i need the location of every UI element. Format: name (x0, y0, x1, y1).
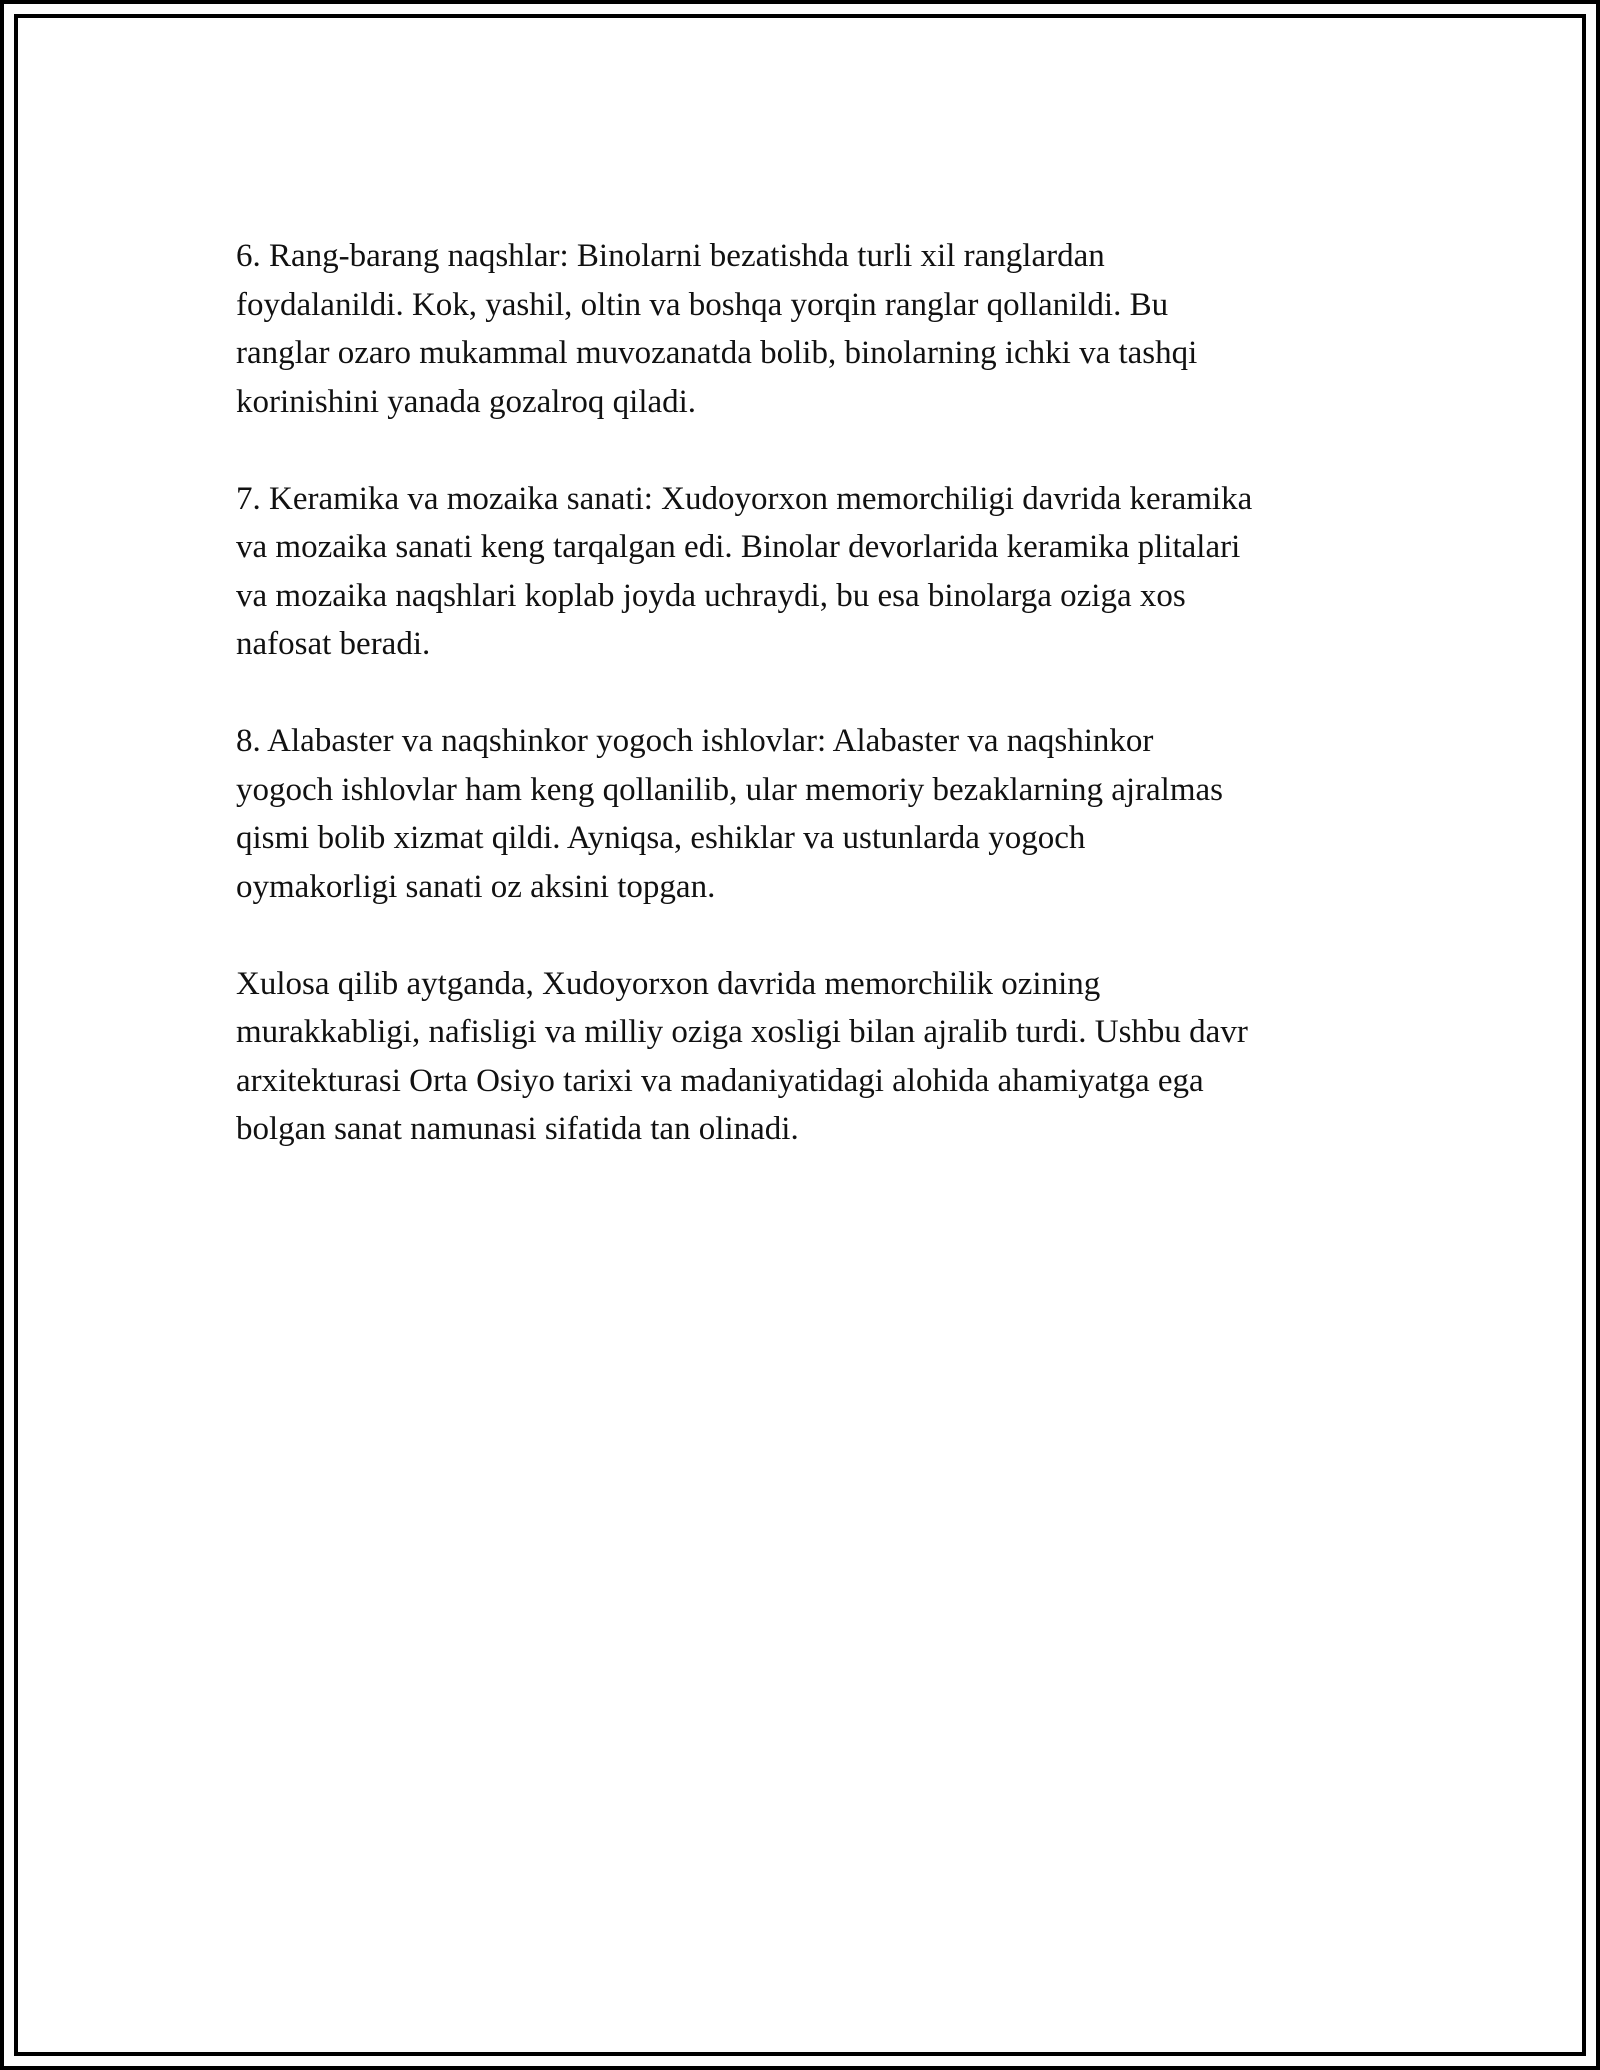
text-line: bolgan sanat namunasi sifatida tan olinadi. (236, 1111, 799, 1147)
text-line: foydalanildi. Kok, yashil, oltin va boshqa yorqin ranglar qollanildi. Bu (236, 286, 1169, 323)
text-line: arxitekturasi Orta Osiyo tarixi va madaniyatidagi alohida ahamiyatga ega (236, 1062, 1204, 1099)
document-body (236, 232, 1386, 1202)
text-line: oymakorligi sanati oz aksini topgan. (236, 868, 716, 905)
text-line: ranglar ozaro mukammal muvozanatda bolib, binolarning ichki va tashqi (236, 335, 1198, 371)
text-line: Xulosa qilib aytganda, Xudoyorxon davrida memorchilik ozining (236, 965, 1101, 1002)
text-line: yogoch ishlovlar ham keng qollanilib, ular memoriy bezaklarning ajralmas (236, 771, 1223, 808)
text-line: qismi bolib xizmat qildi. Ayniqsa, eshiklar va ustunlarda yogoch (236, 820, 1086, 856)
text-line: korinishini yanada gozalroq qiladi. (236, 383, 697, 420)
text-line: 7. Keramika va mozaika sanati: Xudoyorxon memorchiligi davrida keramika (236, 480, 1253, 517)
text-line: nafosat beradi. (236, 626, 431, 662)
text-line: murakkabligi, nafisligi va milliy oziga xosligi bilan ajralib turdi. Ushbu davr (236, 1014, 1248, 1050)
paragraph-conclusion (236, 960, 1386, 1154)
text-line: 8. Alabaster va naqshinkor yogoch ishlovlar: Alabaster va naqshinkor (236, 723, 1154, 759)
text-line: 6. Rang-barang naqshlar: Binolarni bezatishda turli xil ranglardan (236, 238, 1105, 274)
paragraph-item-7 (236, 475, 1386, 669)
text-line: va mozaika sanati keng tarqalgan edi. Binolar devorlarida keramika plitalari (236, 529, 1241, 565)
text-line: va mozaika naqshlari koplab joyda uchraydi, bu esa binolarga oziga xos (236, 577, 1186, 614)
paragraph-item-8 (236, 717, 1386, 911)
paragraph-item-6 (236, 232, 1386, 426)
